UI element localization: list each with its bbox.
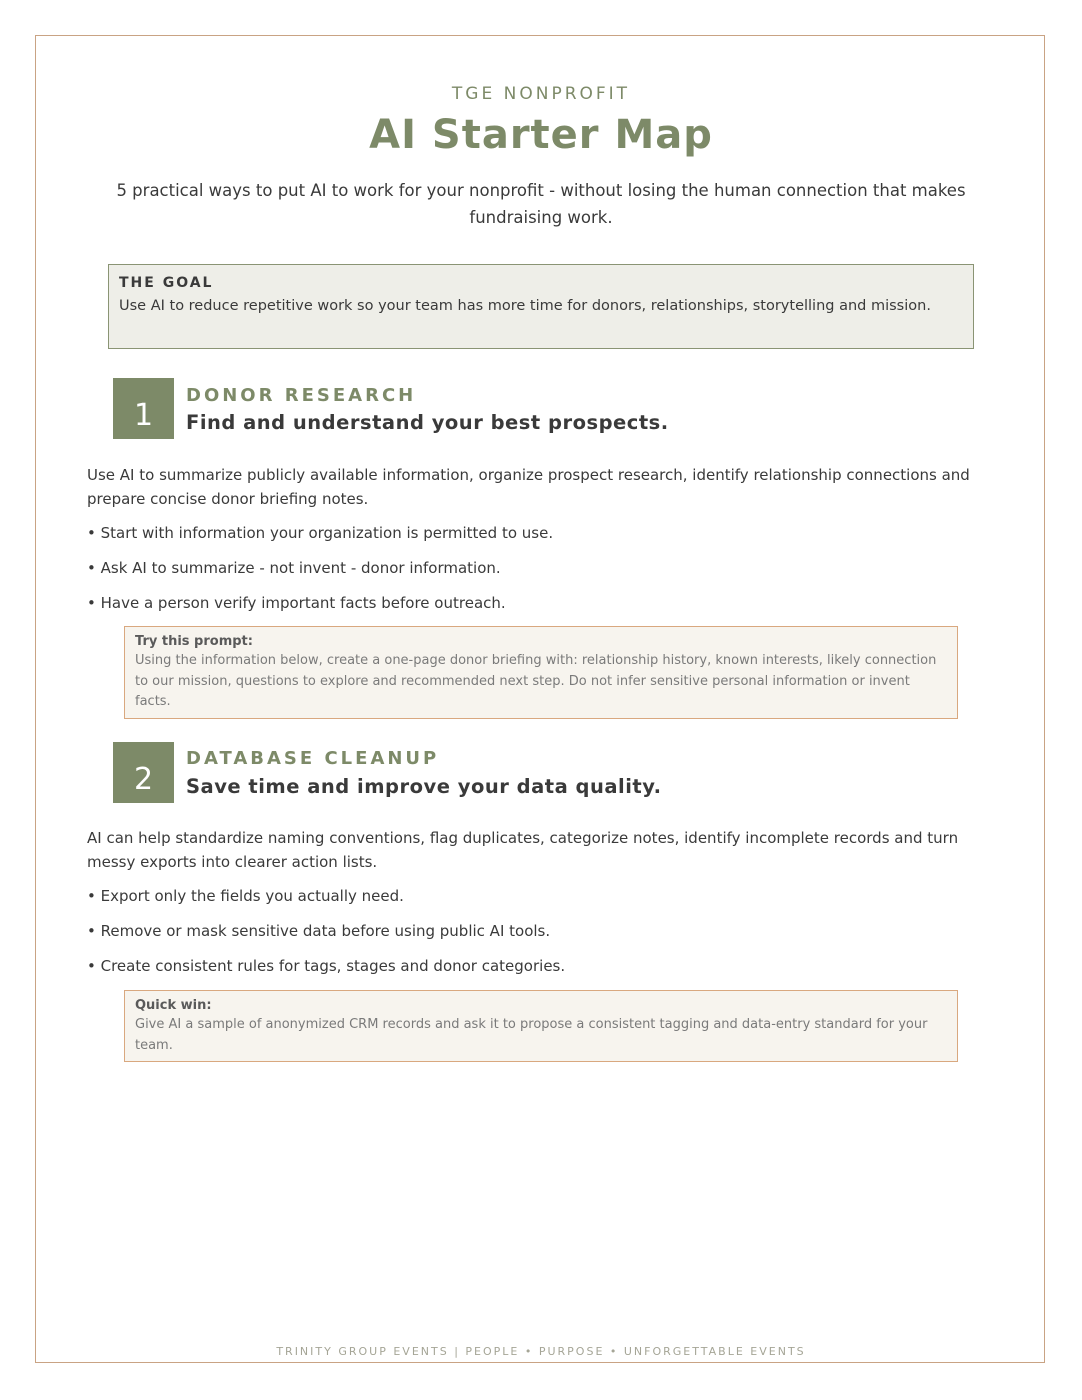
section-1-bullet-1: • Start with information your organization is permitted to use.	[87, 524, 554, 542]
section-2-bullet-1: • Export only the fields you actually need.	[87, 887, 404, 905]
section-1-bullet-3: • Have a person verify important facts before outreach.	[87, 594, 506, 612]
section-2-bullet-2: • Remove or mask sensitive data before using public AI tools.	[87, 922, 551, 940]
section-2-callout	[124, 990, 958, 1062]
page-subtitle: 5 practical ways to put AI to work for your nonprofit - without losing the human connection that makes fundraising work.	[116, 181, 966, 227]
section-1-bullet-2: • Ask AI to summarize - not invent - donor information.	[87, 559, 501, 577]
section-1-callout-heading: Try this prompt:	[135, 634, 253, 649]
section-2-label: DATABASE CLEANUP	[186, 748, 440, 769]
section-1-label: DONOR RESEARCH	[186, 385, 417, 406]
section-1-subtitle: Find and understand your best prospects.	[186, 411, 669, 434]
section-2-callout-text: Give AI a sample of anonymized CRM records and ask it to propose a consistent tagging and data-entry standard for your team.	[135, 1017, 928, 1053]
section-1-paragraph: Use AI to summarize publicly available information, organize prospect research, identify relationship connections and prepare concise donor briefing notes.	[87, 466, 970, 508]
page-footer: TRINITY GROUP EVENTS | PEOPLE • PURPOSE • UNFORGETTABLE EVENTS	[276, 1345, 806, 1358]
section-2-paragraph: AI can help standardize naming conventions, flag duplicates, categorize notes, identify incomplete records and turn messy exports into clearer action lists.	[87, 829, 959, 871]
page-title: AI Starter Map	[369, 112, 713, 158]
goal-box	[108, 264, 974, 349]
section-2-bullet-3: • Create consistent rules for tags, stages and donor categories.	[87, 957, 566, 975]
org-name: TGE NONPROFIT	[451, 84, 631, 104]
goal-heading: THE GOAL	[119, 275, 214, 291]
section-2-callout-heading: Quick win:	[135, 998, 212, 1013]
section-1-callout	[124, 626, 958, 719]
goal-text: Use AI to reduce repetitive work so your team has more time for donors, relationships, storytelling and mission.	[119, 298, 931, 314]
section-2-subtitle: Save time and improve your data quality.	[186, 775, 662, 798]
section-1-callout-text: Using the information below, create a one-page donor briefing with: relationship history, known interests, likely connection to our mission, questions to explore and recommended next step. Do not infer sensitive personal information or invent facts.	[135, 653, 937, 709]
section-2-number: 2	[113, 742, 174, 803]
section-1-number: 1	[113, 378, 174, 439]
